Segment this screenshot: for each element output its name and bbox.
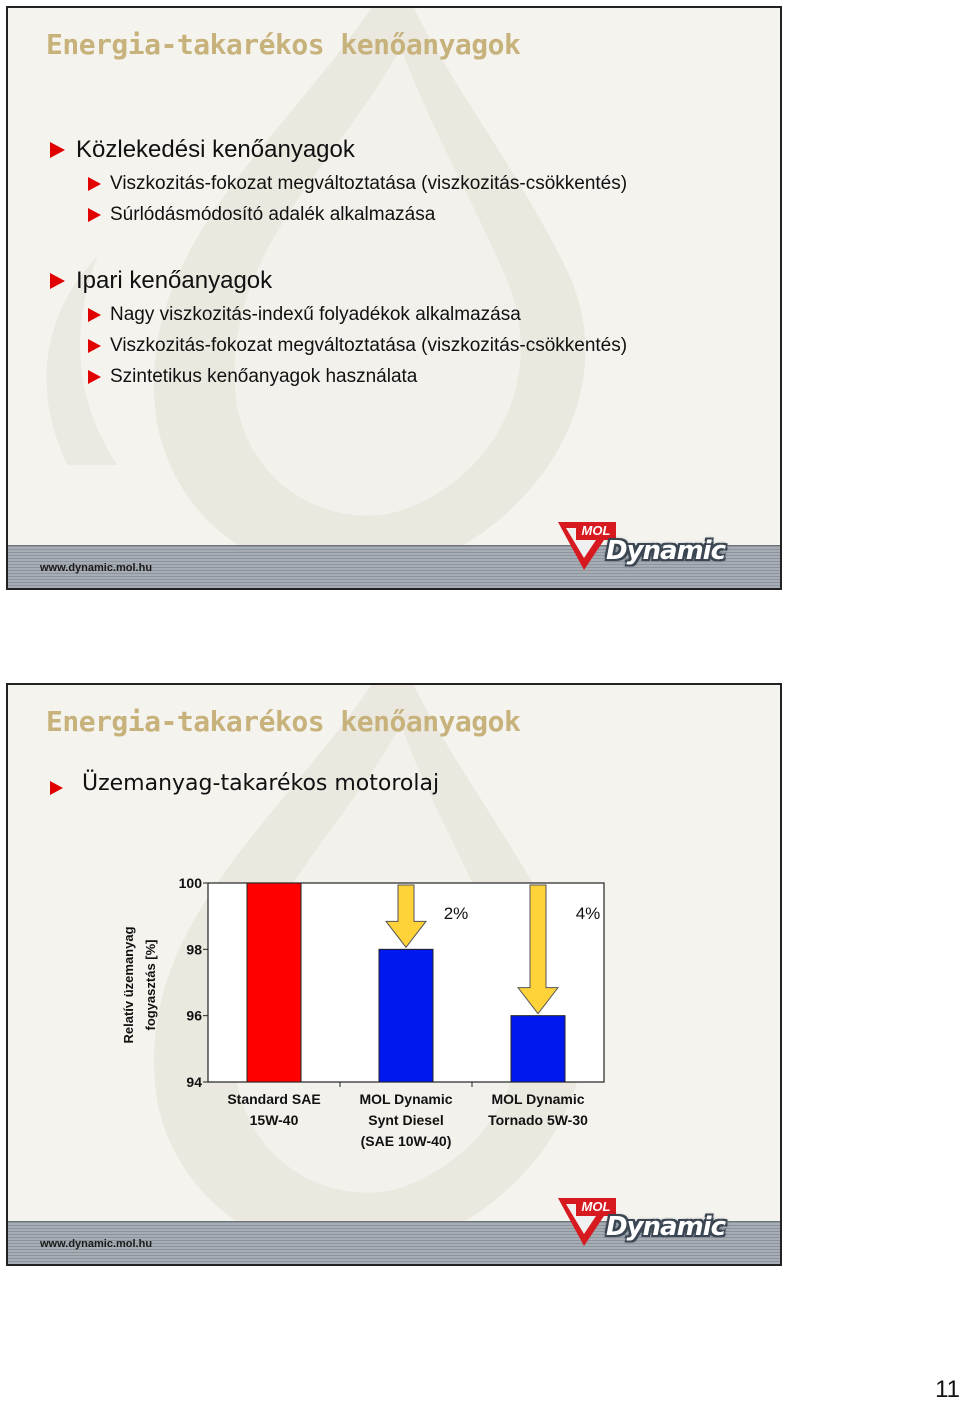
bar: [247, 883, 301, 1082]
footer-url: www.dynamic.mol.hu: [40, 562, 153, 574]
y-axis-label: fogyasztás [%]: [143, 939, 158, 1031]
list-item: Viszkozitás-fokozat megváltoztatása (viszkozitás-csökkentés): [110, 335, 628, 356]
list-item: Nagy viszkozitás-indexű folyadékok alkalmazása: [110, 304, 521, 325]
y-tick-label: 96: [186, 1007, 202, 1024]
logo-product: Dynamic: [606, 536, 726, 566]
bullet-marker-icon: [88, 370, 101, 384]
list-item: Súrlódásmódosító adalék alkalmazása: [110, 204, 436, 225]
bullet-marker-icon: [50, 781, 63, 795]
bullet-marker-icon: [50, 273, 65, 289]
list-item: Szintetikus kenőanyagok használata: [110, 366, 418, 387]
logo-brand: MOL: [576, 1198, 616, 1216]
page-number: 11: [935, 1376, 960, 1403]
x-category-label: Tornado 5W-30: [488, 1112, 588, 1128]
bullet-marker-icon: [88, 308, 101, 322]
list-item: Viszkozitás-fokozat megváltoztatása (viszkozitás-csökkentés): [110, 173, 628, 194]
y-tick-label: 98: [186, 941, 202, 958]
data-label: 2%: [443, 904, 469, 923]
footer-url: www.dynamic.mol.hu: [40, 1238, 153, 1250]
x-category-label: Standard SAE: [227, 1091, 321, 1107]
x-category-label: MOL Dynamic: [359, 1091, 453, 1107]
bullet-marker-icon: [50, 142, 65, 158]
logo-product: Dynamic: [606, 1212, 726, 1242]
data-label: 4%: [575, 904, 601, 923]
slide-1: [6, 6, 782, 590]
bar: [511, 1016, 565, 1082]
oil-drop-watermark: [8, 8, 780, 588]
bullet-marker-icon: [88, 339, 101, 353]
y-tick-label: 94: [186, 1074, 202, 1090]
mol-dynamic-logo: [558, 520, 754, 576]
slide-title: Energia-takarékos kenőanyagok: [46, 705, 521, 738]
x-category-label: (SAE 10W-40): [360, 1133, 452, 1149]
section-heading: Ipari kenőanyagok: [76, 267, 273, 294]
fuel-consumption-chart: [108, 845, 628, 1165]
bullet-marker-icon: [88, 208, 101, 222]
x-category-label: Synt Diesel: [368, 1112, 444, 1128]
slide-title: Energia-takarékos kenőanyagok: [46, 28, 521, 61]
x-category-label: 15W-40: [249, 1112, 299, 1128]
mol-dynamic-logo: [558, 1196, 754, 1252]
y-axis-label: Relatív üzemanyag: [121, 926, 136, 1044]
logo-brand: MOL: [576, 522, 616, 540]
bar: [379, 949, 433, 1082]
bullet-marker-icon: [88, 177, 101, 191]
section-heading: Közlekedési kenőanyagok: [76, 136, 355, 163]
slide-bullet: Üzemanyag-takarékos motorolaj: [82, 771, 440, 796]
slide-2: [6, 683, 782, 1266]
x-category-label: MOL Dynamic: [491, 1091, 585, 1107]
y-tick-label: 100: [178, 875, 202, 891]
